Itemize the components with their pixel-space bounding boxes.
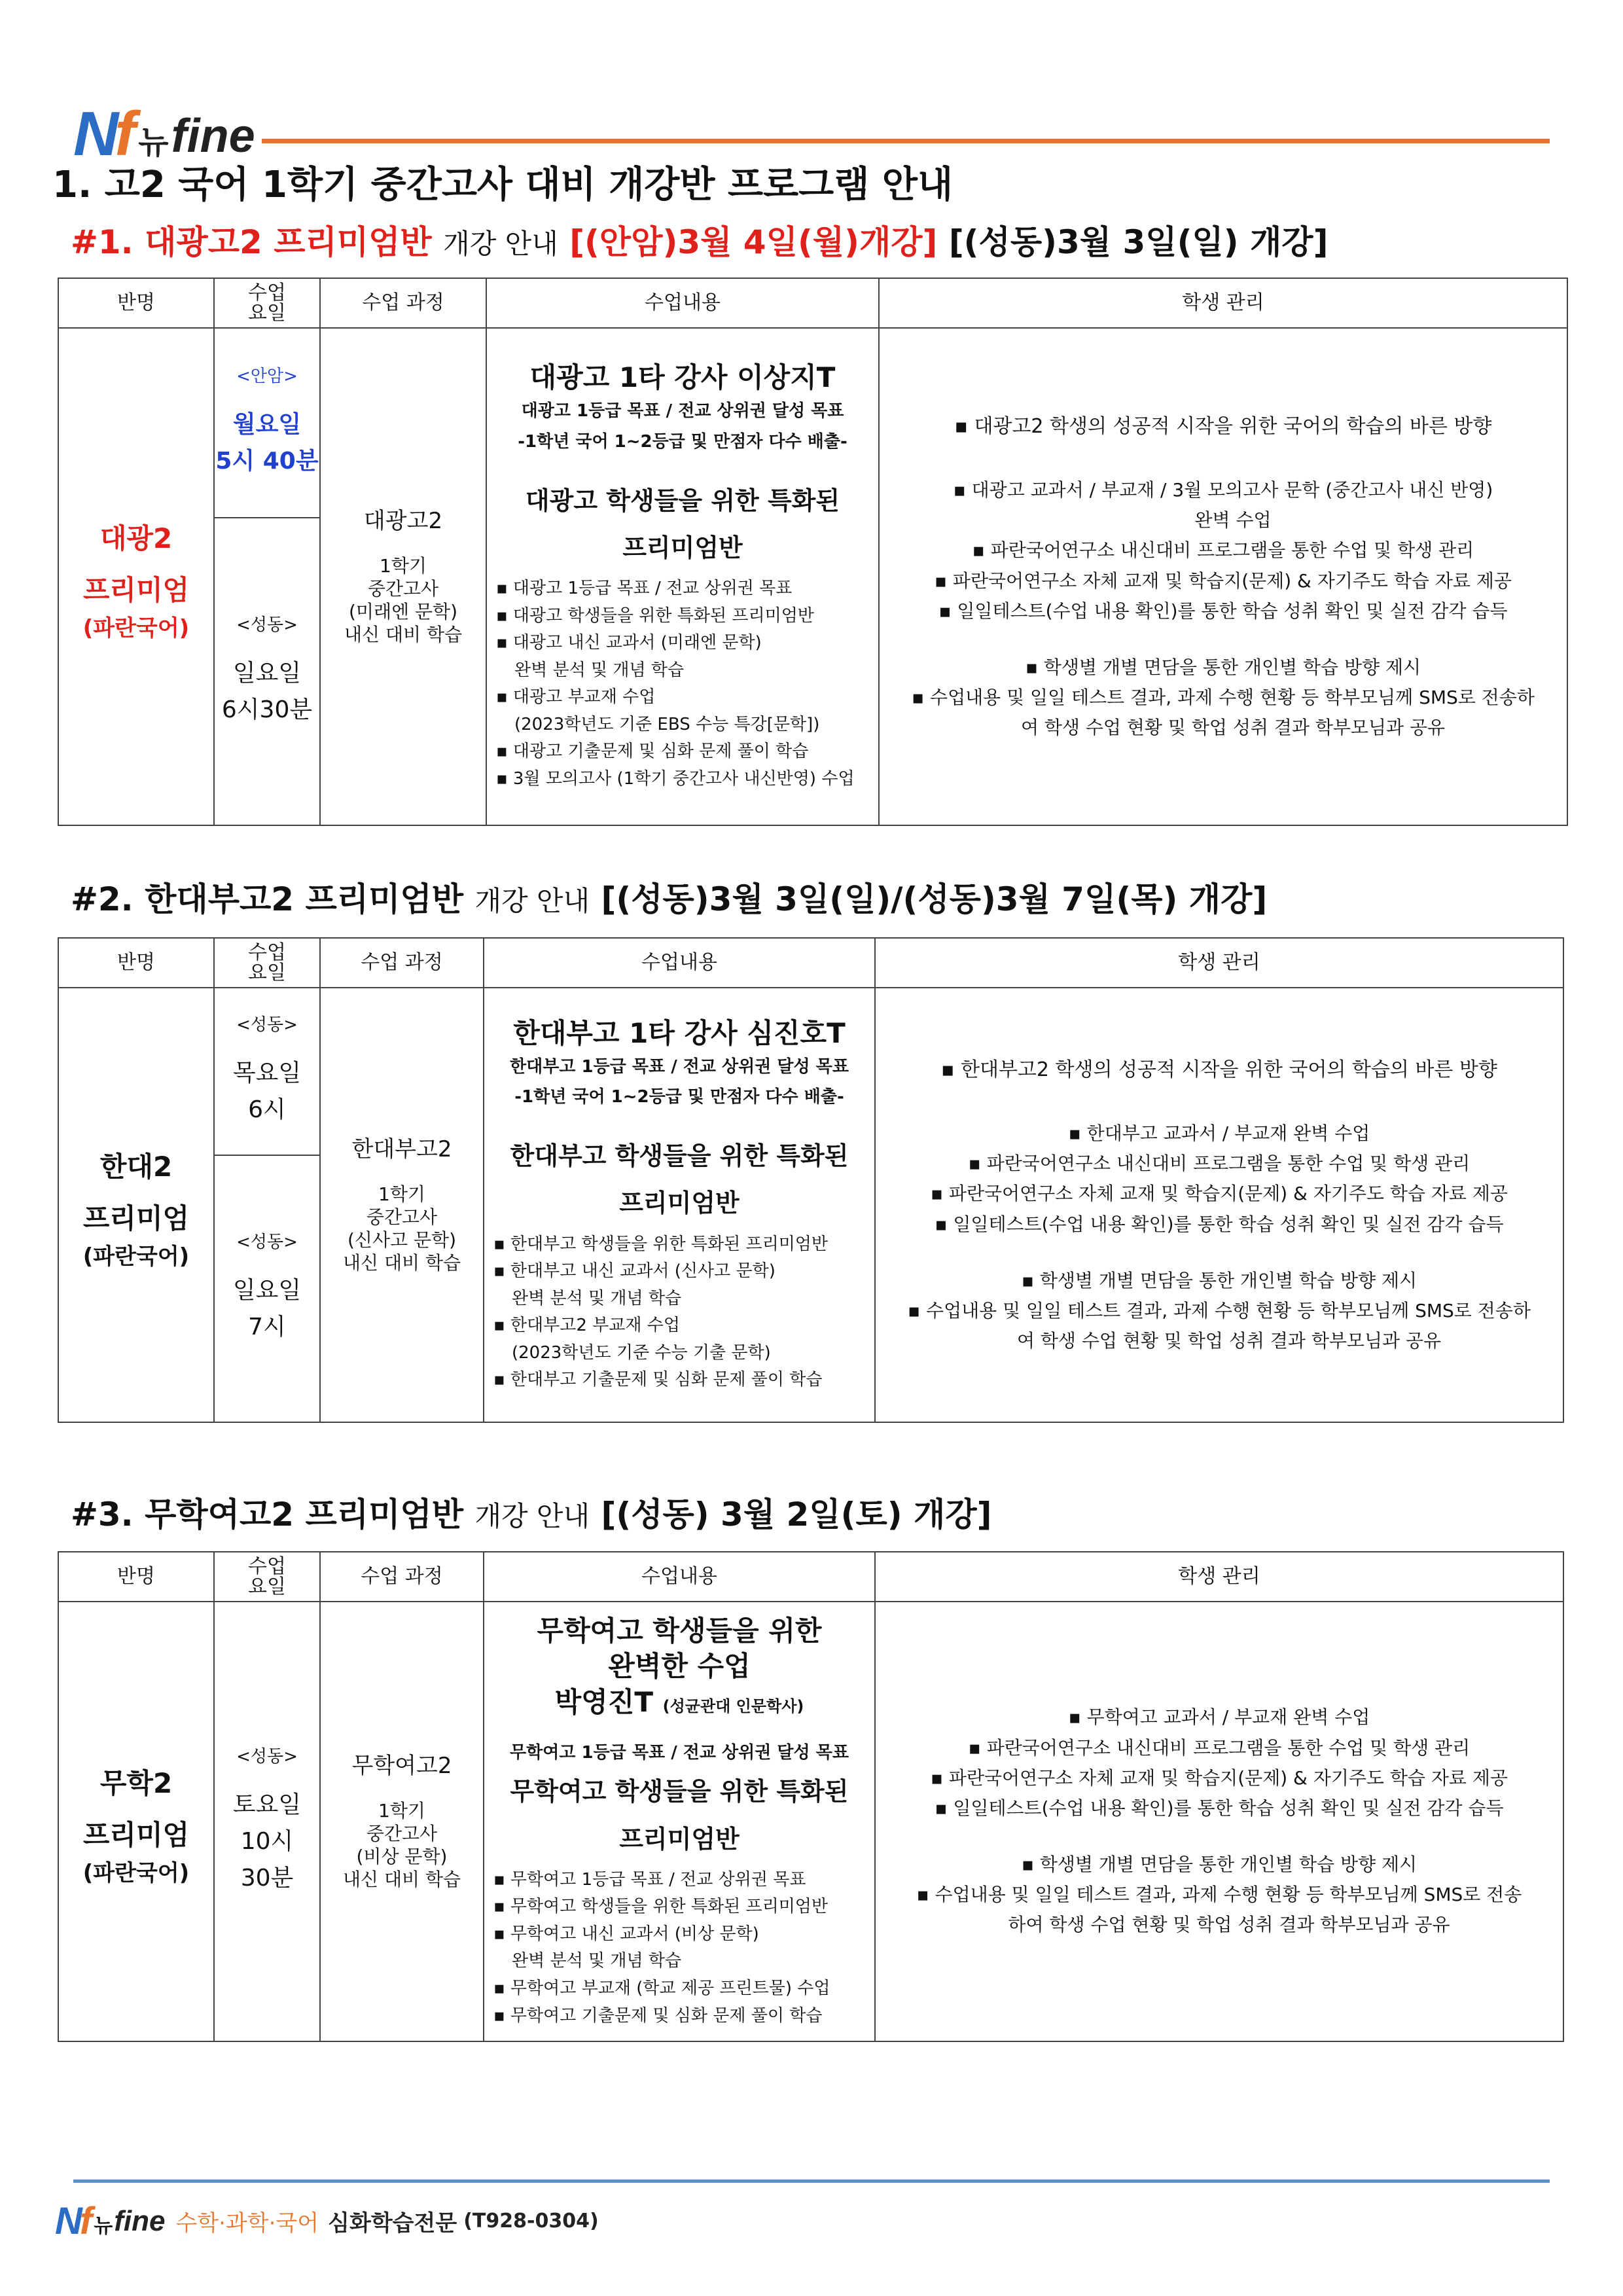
header-content: 수업내용 [486,278,879,328]
table-row [58,1602,1563,2041]
header-rule [262,139,1550,143]
page-title: 1. 고2 국어 1학기 중간고사 대비 개강반 프로그램 안내 [52,164,954,206]
class-name-cell: 무학2 프리미엄 (파란국어) [58,1602,214,2041]
header-management: 학생 관리 [879,278,1567,328]
schedule-slot-saturday: <성동> 토요일 10시 30분 [214,1602,320,2041]
footer-phone: (T928-0304) [463,2210,599,2233]
table-header-row [58,1552,1563,1602]
footer-subjects: 수학·과학·국어 [175,2210,319,2236]
section-1-table [58,278,1568,826]
list-item: ▪ 무학여고 부교재 (학교 제공 프린트물) 수업 [493,1975,865,2003]
content-cell: 무학여고 학생들을 위한 완벽한 수업 박영진T (성균관대 인문학사) 무학여고 1등급 목표 / 전교 상위권 달성 목표 무학여고 학생들을 위한 특화된 프리미엄반 ▪ 무학여고 1등급 목표 / 전교 상위권 목표 ▪ 무학여고 학생들을 위한 특화된 프리미엄반 ▪ 무학여고 내신 교과서 (비상 문학) 완벽 분석 및 개념 학습 ▪ 무학여고 부교재 (학교 제공 프린트물) 수업 ▪ 무학여고 기출문제 및 심화 문제 풀이 학습 [484,1602,875,2041]
header-management: 학생 관리 [875,938,1563,988]
list-item: ▪ 무학여고 기출문제 및 심화 문제 풀이 학습 [493,2003,865,2030]
list-item: ▪ 파란국어연구소 내신대비 프로그램을 통한 수업 및 학생 관리 [968,1736,1471,1759]
header-course: 수업 과정 [320,1552,484,1602]
schedule-slot-sunday: <성동> 일요일 7시 [214,1155,320,1422]
section-1-heading: #1. 대광고2 프리미엄반 개강 안내 [(안암)3월 4일(월)개강] [(성동)3월 3일(일) 개강] [71,223,1329,261]
list-item: ▪ 파란국어연구소 자체 교재 및 학습지(문제) & 자기주도 학습 자료 제공 [935,569,1512,592]
list-item: ▪ 파란국어연구소 내신대비 프로그램을 통한 수업 및 학생 관리 [972,539,1474,562]
schedule-slot-seongdong: <성동> 일요일 6시30분 [214,518,320,825]
header-class: 반명 [58,938,214,988]
list-item: ▪ 학생별 개별 면담을 통한 개인별 학습 방향 제시 [1021,1854,1418,1876]
section-3-table [58,1551,1564,2042]
footer-logo [55,2199,599,2243]
logo-mark: Nf [55,2200,90,2242]
content-bullets [496,575,869,793]
content-bullets [493,1867,865,2030]
logo-mark: Nf [73,99,132,169]
list-item: ▪ 무학여고 1등급 목표 / 전교 상위권 목표 [493,1867,865,1894]
footer-specialty: 심화학습전문 [328,2210,457,2236]
content-bullets [493,1231,865,1395]
logo-korean: 뉴 [138,124,169,161]
logo-korean: 뉴 [94,2214,113,2238]
list-item: ▪ 대광고 부교재 수업 (2023학년도 기준 EBS 수능 특강[문학]) [496,684,869,738]
class-name-cell: 한대2 프리미엄 (파란국어) [58,988,214,1422]
list-item: ▪ 3월 모의고사 (1학기 중간고사 내신반영) 수업 [496,766,869,793]
list-item: ▪ 파란국어연구소 자체 교재 및 학습지(문제) & 자기주도 학습 자료 제공 [931,1767,1508,1789]
header-management: 학생 관리 [875,1552,1563,1602]
list-item: ▪ 한대부고 교과서 / 부교재 완벽 수업 [1068,1122,1370,1145]
list-item: ▪ 파란국어연구소 내신대비 프로그램을 통한 수업 및 학생 관리 [968,1153,1471,1175]
list-item: ▪ 무학여고 교과서 / 부교재 완벽 수업 [1068,1706,1370,1729]
management-cell [875,988,1563,1422]
table-row [58,988,1563,1155]
header-day: 수업 요일 [214,938,320,988]
header-course: 수업 과정 [320,938,484,988]
list-item: ▪ 수업내용 및 일일 테스트 결과, 과제 수행 현황 등 학부모님께 SMS로 전송 하여 학생 수업 현황 및 학업 성취 결과 학부모님과 공유 [916,1884,1522,1936]
section-3-heading: #3. 무학여고2 프리미엄반 개강 안내 [(성동) 3월 2일(토) 개강] [71,1496,992,1534]
header-day: 수업 요일 [214,1552,320,1602]
list-item: ▪ 대광고 1등급 목표 / 전교 상위권 목표 [496,575,869,603]
content-cell: 대광고 1타 강사 이상지T 대광고 1등급 목표 / 전교 상위권 달성 목표 -1학년 국어 1~2등급 및 만점자 다수 배출- 대광고 학생들을 위한 특화된 프리미엄반 ▪ 대광고 1등급 목표 / 전교 상위권 목표 ▪ 대광고 학생들을 위한 특화된 프리미엄반 ▪ 대광고 내신 교과서 (미래엔 문학) 완벽 분석 및 개념 학습 ▪ 대광고 부교재 수업 (2023학년도 기준 EBS 수능 특강[문학]) ▪ 대광고 기출문제 및 심화 문제 풀이 학습 ▪ 3월 모의고사 (1학기 중간고사 내신반영) 수업 [486,328,879,825]
management-cell [875,1602,1563,2041]
list-item: ▪ 대광고2 학생의 성공적 시작을 위한 국어의 학습의 바른 방향 [954,414,1492,438]
schedule-slot-anam: <안암> 월요일 5시 40분 [214,328,320,518]
list-item: ▪ 일일테스트(수업 내용 확인)를 통한 학습 성취 확인 및 실전 감각 습득 [935,1797,1504,1819]
course-cell: 무학여고2 1학기 중간고사 (비상 문학) 내신 대비 학습 [320,1602,484,2041]
logo-name: fine [114,2204,166,2237]
course-cell: 대광고2 1학기 중간고사 (미래엔 문학) 내신 대비 학습 [320,328,486,825]
list-item: ▪ 무학여고 내신 교과서 (비상 문학) 완벽 분석 및 개념 학습 [493,1921,865,1975]
table-row [58,328,1567,518]
header-class: 반명 [58,1552,214,1602]
content-cell: 한대부고 1타 강사 심진호T 한대부고 1등급 목표 / 전교 상위권 달성 목표 -1학년 국어 1~2등급 및 만점자 다수 배출- 한대부고 학생들을 위한 특화된 프리미엄반 ▪ 한대부고 학생들을 위한 특화된 프리미엄반 ▪ 한대부고 내신 교과서 (신사고 문학) 완벽 분석 및 개념 학습 ▪ 한대부고2 부교재 수업 (2023학년도 기준 수능 기출 문학) ▪ 한대부고 기출문제 및 심화 문제 풀이 학습 [484,988,875,1422]
course-cell: 한대부고2 1학기 중간고사 (신사고 문학) 내신 대비 학습 [320,988,484,1422]
header-class: 반명 [58,278,214,328]
list-item: ▪ 한대부고 내신 교과서 (신사고 문학) 완벽 분석 및 개념 학습 [493,1258,865,1312]
list-item: ▪ 무학여고 학생들을 위한 특화된 프리미엄반 [493,1893,865,1921]
section-2-table [58,937,1564,1423]
list-item: ▪ 일일테스트(수업 내용 확인)를 통한 학습 성취 확인 및 실전 감각 습득 [938,600,1508,622]
list-item: ▪ 수업내용 및 일일 테스트 결과, 과제 수행 현황 등 학부모님께 SMS로 전송하 여 학생 수업 현황 및 학업 성취 결과 학부모님과 공유 [908,1300,1531,1352]
list-item: ▪ 대광고 교과서 / 부교재 / 3월 모의고사 문학 (중간고사 내신 반영) 완벽 수업 [953,479,1493,531]
list-item: ▪ 대광고 내신 교과서 (미래엔 문학) 완벽 분석 및 개념 학습 [496,630,869,684]
list-item: ▪ 학생별 개별 면담을 통한 개인별 학습 방향 제시 [1025,656,1421,678]
list-item: ▪ 대광고 학생들을 위한 특화된 프리미엄반 [496,603,869,630]
footer-rule [73,2179,1550,2183]
list-item: ▪ 파란국어연구소 자체 교재 및 학습지(문제) & 자기주도 학습 자료 제공 [931,1183,1508,1205]
list-item: ▪ 수업내용 및 일일 테스트 결과, 과제 수행 현황 등 학부모님께 SMS로 전송하 여 학생 수업 현황 및 학업 성취 결과 학부모님과 공유 [912,687,1535,739]
header-course: 수업 과정 [320,278,486,328]
class-name-cell: 대광2 프리미엄 (파란국어) [58,328,214,825]
list-item: ▪ 일일테스트(수업 내용 확인)를 통한 학습 성취 확인 및 실전 감각 습득 [935,1213,1504,1235]
list-item: ▪ 한대부고2 학생의 성공적 시작을 위한 국어의 학습의 바른 방향 [941,1058,1497,1081]
list-item: ▪ 한대부고 기출문제 및 심화 문제 풀이 학습 [493,1367,865,1394]
header-content: 수업내용 [484,938,875,988]
logo-name: fine [171,110,255,162]
header-day: 수업 요일 [214,278,320,328]
list-item: ▪ 대광고 기출문제 및 심화 문제 풀이 학습 [496,738,869,766]
list-item: ▪ 학생별 개별 면담을 통한 개인별 학습 방향 제시 [1021,1269,1418,1291]
management-cell [879,328,1567,825]
section-2-heading: #2. 한대부고2 프리미엄반 개강 안내 [(성동)3월 3일(일)/(성동)3월 7일(목) 개강] [71,880,1268,918]
table-header-row [58,938,1563,988]
header-content: 수업내용 [484,1552,875,1602]
list-item: ▪ 한대부고 학생들을 위한 특화된 프리미엄반 [493,1231,865,1259]
schedule-slot-thursday: <성동> 목요일 6시 [214,988,320,1155]
table-header-row [58,278,1567,328]
list-item: ▪ 한대부고2 부교재 수업 (2023학년도 기준 수능 기출 문학) [493,1312,865,1367]
